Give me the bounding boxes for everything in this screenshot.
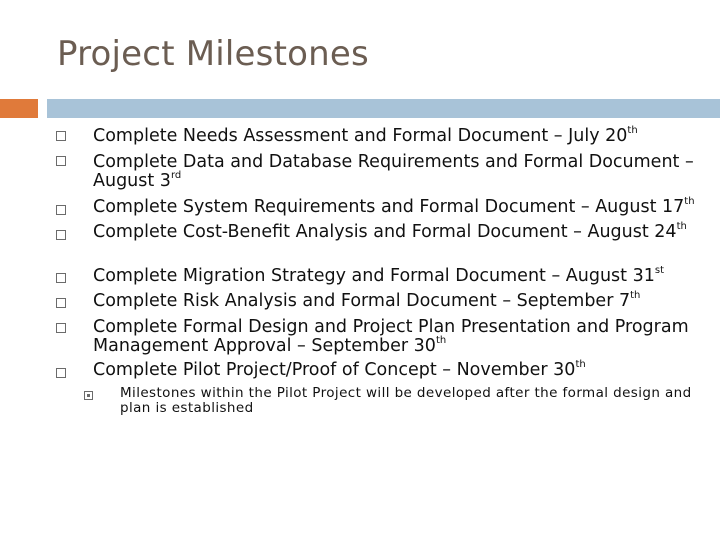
sub-bullet-item: Milestones within the Pilot Project will be developed after the formal design and plan is established — [120, 385, 692, 416]
header-bar — [47, 99, 720, 118]
sub-bullet-square-icon — [84, 391, 93, 400]
bullet-item: Complete Formal Design and Project Plan Presentation and Program Management Approval – September 30th — [93, 317, 689, 356]
accent-bar — [0, 99, 38, 118]
bullet-item: Complete Pilot Project/Proof of Concept – November 30th — [93, 359, 586, 380]
bullet-square-icon — [56, 323, 66, 333]
bullet-square-icon — [56, 230, 66, 240]
bullet-square-icon — [56, 273, 66, 283]
bullet-item: Complete Data and Database Requirements and Formal Document – August 3rd — [93, 152, 694, 191]
slide-title: Project Milestones — [57, 34, 369, 74]
bullet-square-icon — [56, 298, 66, 308]
bullet-item: Complete Migration Strategy and Formal Document – August 31st — [93, 265, 664, 286]
bullet-square-icon — [56, 368, 66, 378]
bullet-item: Complete System Requirements and Formal Document – August 17th — [93, 196, 695, 217]
bullet-square-icon — [56, 156, 66, 166]
bullet-square-icon — [56, 131, 66, 141]
bullet-item: Complete Cost-Benefit Analysis and Formal Document – August 24th — [93, 221, 687, 242]
bullet-item: Complete Risk Analysis and Formal Document – September 7th — [93, 290, 641, 311]
bullet-square-icon — [56, 205, 66, 215]
bullet-item: Complete Needs Assessment and Formal Document – July 20th — [93, 125, 638, 146]
